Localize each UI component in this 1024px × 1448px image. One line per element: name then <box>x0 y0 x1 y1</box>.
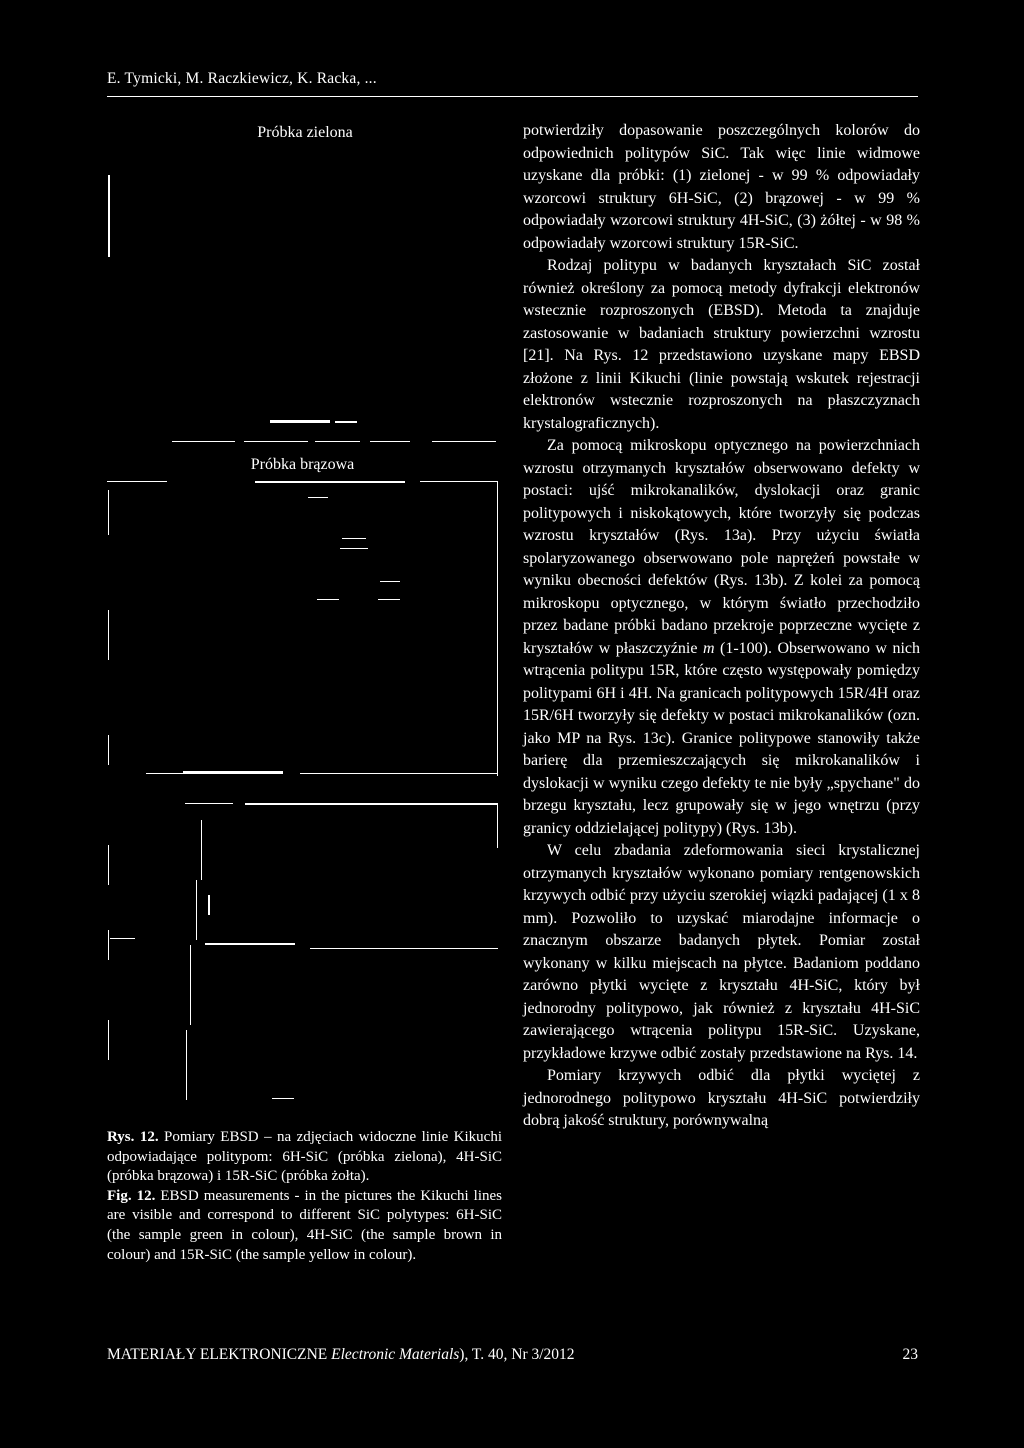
kikuchi-line <box>270 420 330 423</box>
kikuchi-line <box>335 421 357 423</box>
kikuchi-line <box>183 771 283 774</box>
kikuchi-line <box>370 441 410 442</box>
kikuchi-line <box>380 581 400 582</box>
journal-name-en: Electronic Materials <box>331 1346 460 1363</box>
kikuchi-line <box>201 820 202 880</box>
kikuchi-line <box>108 175 110 257</box>
kikuchi-line <box>205 943 295 945</box>
kikuchi-line <box>186 1030 187 1100</box>
kikuchi-line <box>317 599 339 600</box>
caption-text-pl: Pomiary EBSD – na zdjęciach widoczne linie Kikuchi odpowiadające politypom: 6H-SiC (próbka zielona), 4H-SiC (próbka brązowa) i 15R-SiC (próbka żołta). <box>107 1129 502 1185</box>
kikuchi-line <box>208 895 210 915</box>
kikuchi-line <box>420 481 498 482</box>
label-brown-sample: Próbka brązowa <box>250 456 355 473</box>
kikuchi-line <box>196 880 197 940</box>
kikuchi-line <box>108 490 109 535</box>
paragraph-3-part-a: Za pomocą mikroskopu optycznego na powierzchniach wzrostu otrzymanych kryształów obserwowano defekty w postaci: ujść mikrokanalików, dyslokacji oraz granic politypowych i niskokątowych, które tworzyły się podczas wzrostu kryształów (Rys. 13a). Przy użyciu światła spolaryzowanego obserwowano pole naprężeń powstałe w wyniku obecności defektów (Rys. 13b). Z kolei za pomocą mikroskopu optycznego, w którym światło przechodziło przez badane próbki badano przekroje poprzeczne wycięte z kryształów w płaszczyźnie <box>523 437 920 657</box>
kikuchi-line <box>185 803 233 804</box>
kikuchi-line <box>107 481 167 482</box>
kikuchi-line <box>172 441 235 442</box>
kikuchi-line <box>110 938 135 939</box>
kikuchi-line <box>497 803 498 848</box>
kikuchi-line <box>300 773 498 774</box>
kikuchi-line <box>340 548 368 549</box>
kikuchi-line <box>244 441 308 442</box>
kikuchi-line <box>432 441 496 442</box>
kikuchi-line <box>108 845 109 885</box>
header-rule <box>107 96 918 97</box>
running-header: E. Tymicki, M. Raczkiewicz, K. Racka, ... <box>107 70 377 87</box>
kikuchi-line <box>108 930 109 960</box>
plane-symbol: m <box>702 639 715 657</box>
paragraph-1: potwierdziły dopasowanie poszczególnych kolorów do odpowiednich politypów SiC. Tak więc linie widmowe uzyskane dla próbki: (1) zielonej - w 99 % odpowiadały wzorcowi struktury 6H-SiC, (2) brązowej - w 99 % odpowiadały wzorcowi struktury 4H-SiC, (3) żółtej - w 98 % odpowiadały wzorcowi struktury 15R-SiC. <box>523 122 920 252</box>
kikuchi-line <box>108 735 109 765</box>
kikuchi-line <box>497 481 498 776</box>
label-green-sample: Próbka zielona <box>257 124 353 141</box>
kikuchi-line <box>310 948 498 949</box>
kikuchi-line <box>378 599 400 600</box>
kikuchi-line <box>108 610 109 660</box>
journal-issue: ), T. 40, Nr 3/2012 <box>459 1346 575 1363</box>
paragraph-3-part-b: (1-100). Obserwowano w nich wtrącenia politypu 15R, które często występowały pomiędzy politypami 6H i 4H. Na granicach politypowych 15R/4H oraz 15R/6H tworzyły się defekty w postaci mikrokanalików (ozn. jako MP na Rys. 13c). Granice politypowe stanowiły także barierę dla przemieszczających się mikrokanalików i dyslokacji w wyniku czego defekty te nie były „spychane" do brzegu kryształu, lecz grupowały się w jego wnętrzu (przy granicy oddzielającej politypy) (Rys. 13b). <box>523 639 921 837</box>
kikuchi-line <box>272 1098 294 1099</box>
kikuchi-line <box>190 945 191 1025</box>
paragraph-5: Pomiary krzywych odbić dla płytki wyciętej z jednorodnego politypowo kryształu 4H-SiC potwierdziły dobrą jakość struktury, porównywalną <box>523 1067 920 1129</box>
kikuchi-line <box>146 773 186 774</box>
journal-name-pl: MATERIAŁY ELEKTRONICZNE <box>107 1346 332 1363</box>
page-footer <box>107 1346 918 1364</box>
paragraph-2: Rodzaj politypu w badanych kryształach SiC został również określony za pomocą metody dyfrakcji elektronów wstecznie rozproszonych (EBSD). Metoda ta znajduje zastosowanie w badaniach struktury powierzchni wzrostu [21]. Na Rys. 12 przedstawiono uzyskane mapy EBSD złożone z linii Kikuchi (linie powstają wskutek rejestracji elektronów wstecznie rozproszonych na płaszczyznach krystalograficznych). <box>523 257 920 432</box>
kikuchi-line <box>255 481 405 483</box>
kikuchi-line <box>308 497 328 498</box>
paragraph-3 <box>523 435 920 840</box>
kikuchi-line <box>342 538 366 539</box>
figure-caption <box>107 1128 502 1265</box>
body-text-column <box>523 120 920 1133</box>
page-number: 23 <box>902 1346 918 1363</box>
kikuchi-line <box>245 803 498 805</box>
kikuchi-line <box>108 1020 109 1060</box>
caption-label-pl: Rys. 12. <box>107 1129 159 1145</box>
caption-label-en: Fig. 12. <box>107 1187 156 1204</box>
caption-text-en: EBSD measurements - in the pictures the Kikuchi lines are visible and correspond to different SiC polytypes: 6H-SiC (the sample green in colour), 4H-SiC (the sample brown in colour) and 15R-SiC (the sample yellow in colour). <box>107 1187 502 1263</box>
caption-english <box>107 1187 502 1265</box>
caption-polish <box>107 1128 502 1187</box>
paragraph-4: W celu zbadania zdeformowania sieci krystalicznej otrzymanych kryształów wykonano pomiary rentgenowskich krzywych odbić przy użyciu szerokiej wiązki padającej (1 x 8 mm). Pozwoliło to uzyskać miarodajne informacje o znacznym obszarze badanych płytek. Pomiar został wykonany w kilku miejscach na płytce. Badaniom poddano zarówno płytki wycięte z kryształu 4H-SiC, który był jednorodny politypowo, jak również z kryształu 4H-SiC zawierającego wtrącenia politypu 15R-SiC. Uzyskane, przykładowe krzywe odbić zostały przedstawione na Rys. 14. <box>523 842 920 1062</box>
kikuchi-line <box>315 441 360 442</box>
